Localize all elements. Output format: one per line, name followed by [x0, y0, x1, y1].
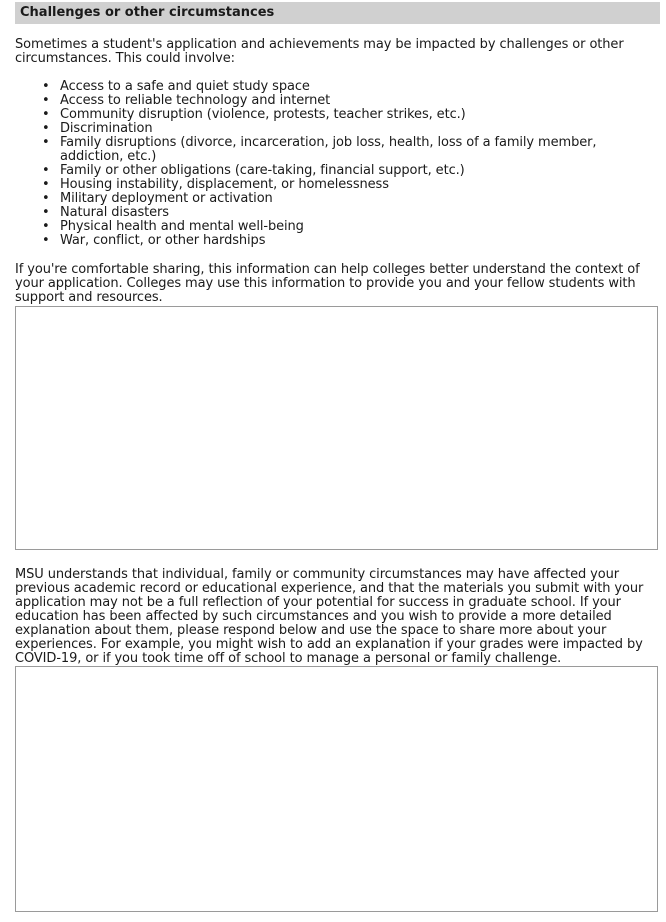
circumstances-response-box[interactable]	[15, 306, 658, 550]
section-header	[15, 2, 660, 24]
list-item-text: Natural disasters	[60, 205, 169, 220]
bullet-icon: •	[42, 93, 50, 108]
bullet-icon: •	[42, 219, 50, 234]
list-item	[15, 178, 660, 192]
list-item-text: Physical health and mental well-being	[60, 219, 304, 234]
list-item-text: Community disruption (violence, protests, teacher strikes, etc.)	[60, 107, 466, 122]
msu-response-box[interactable]	[15, 666, 658, 912]
list-item-text: Housing instability, displacement, or homelessness	[60, 177, 389, 192]
bullet-icon: •	[42, 233, 50, 248]
bullet-icon: •	[42, 135, 50, 150]
bullet-icon: •	[42, 205, 50, 220]
intro-paragraph: Sometimes a student's application and achievements may be impacted by challenges or other circumstances. This could involve:	[15, 37, 624, 66]
bullet-icon: •	[42, 79, 50, 94]
list-item-text: Discrimination	[60, 121, 153, 136]
bullet-icon: •	[42, 107, 50, 122]
context-paragraph: If you're comfortable sharing, this information can help colleges better understand the context of your application. Colleges may use this information to provide you and your fellow students with support and resources.	[15, 262, 640, 305]
list-item	[15, 206, 660, 220]
list-item-text: Family disruptions (divorce, incarceration, job loss, health, loss of a family member, addiction, etc.)	[60, 135, 597, 164]
list-item-text: Military deployment or activation	[60, 191, 273, 206]
challenge-list	[15, 80, 660, 248]
list-item	[15, 136, 660, 164]
bullet-icon: •	[42, 121, 50, 136]
list-item-text: Family or other obligations (care-taking, financial support, etc.)	[60, 163, 465, 178]
bullet-icon: •	[42, 191, 50, 206]
msu-paragraph: MSU understands that individual, family or community circumstances may have affected your previous academic record or educational experience, and that the materials you submit with your application may not be a full reflection of your potential for success in graduate school. If your education has been affected by such circumstances and you wish to provide a more detailed explanation about them, please respond below and use the space to share more about your experiences. For example, you might wish to add an explanation if your grades were impacted by COVID-19, or if you took time off of school to manage a personal or family challenge.	[15, 567, 644, 666]
list-item-text: Access to a safe and quiet study space	[60, 79, 310, 94]
list-item	[15, 80, 660, 94]
list-item-text: War, conflict, or other hardships	[60, 233, 266, 248]
list-item	[15, 220, 660, 234]
section-title: Challenges or other circumstances	[20, 5, 275, 20]
list-item	[15, 192, 660, 206]
list-item	[15, 94, 660, 108]
bullet-icon: •	[42, 163, 50, 178]
list-item	[15, 164, 660, 178]
list-item	[15, 122, 660, 136]
list-item	[15, 234, 660, 248]
list-item-text: Access to reliable technology and internet	[60, 93, 331, 108]
list-item	[15, 108, 660, 122]
bullet-icon: •	[42, 177, 50, 192]
